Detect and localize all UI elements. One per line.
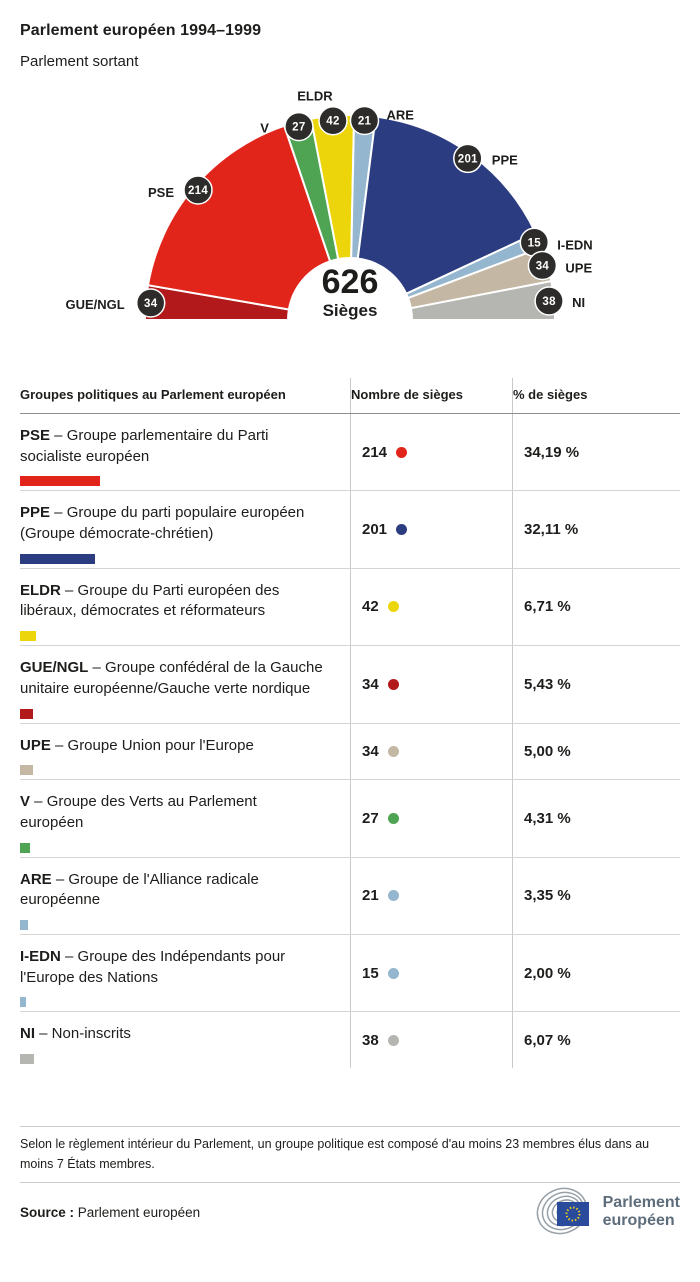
group-seat-bar [20, 997, 26, 1007]
group-cell [20, 414, 350, 490]
group-name: I-EDN – Groupe des Indépendants pour l'Europe des Nations [20, 947, 286, 986]
seat-badge-value-I-EDN: 15 [527, 237, 541, 250]
percent-cell [512, 491, 680, 567]
group-acronym: PSE [20, 427, 51, 444]
group-color-dot [396, 447, 407, 458]
seat-count: 34 [362, 742, 379, 760]
group-color-dot [388, 601, 399, 612]
group-acronym: GUE/NGL [20, 659, 89, 677]
group-name: ARE – Groupe de l'Alliance radicale européenne [20, 870, 259, 909]
group-seat-bar [20, 765, 33, 775]
source-line [20, 1205, 200, 1220]
percent-cell [512, 724, 680, 780]
source-value: Parlement européen [77, 1204, 201, 1220]
group-acronym: ELDR [20, 581, 61, 599]
percent-cell [512, 858, 680, 934]
table-row-GUE/NGL [20, 646, 680, 723]
percent-cell [512, 1012, 680, 1068]
group-name: V – Groupe des Verts au Parlement européen [20, 793, 257, 831]
seat-badge-value-UPE: 34 [535, 260, 550, 273]
page-title: Parlement européen 1994–1999 [20, 22, 262, 39]
group-cell [20, 858, 350, 934]
table-header-row [20, 378, 680, 414]
group-seat-bar [20, 709, 33, 719]
table-row-NI [20, 1012, 680, 1068]
seat-count: 201 [362, 521, 388, 539]
seat-badge-value-PSE: 214 [187, 184, 209, 197]
seat-badge-value-ARE: 21 [357, 115, 372, 128]
groups-table [20, 378, 680, 1068]
wedge-label-NI: NI [572, 294, 586, 310]
group-acronym: ARE [20, 870, 52, 888]
wedge-label-V: V [260, 120, 269, 136]
group-color-dot [388, 813, 399, 824]
wedge-label-GUE/NGL: GUE/NGL [65, 296, 125, 312]
seat-count: 21 [362, 887, 379, 905]
col-header-groups: Groupes politiques au Parlement européen [20, 387, 286, 402]
percent-value: 2,00 % [524, 964, 571, 982]
group-color-dot [388, 746, 399, 757]
seat-count: 34 [362, 675, 379, 693]
table-row-PPE [20, 491, 680, 568]
ep-logo [536, 1185, 680, 1239]
table-row-ARE [20, 858, 680, 935]
group-cell [20, 935, 350, 1011]
group-seat-bar [20, 476, 100, 486]
group-acronym: I-EDN [20, 947, 61, 965]
wedge-label-UPE: UPE [565, 260, 593, 276]
table-body [20, 414, 680, 1068]
percent-value: 3,35 % [524, 887, 571, 905]
ep-logo-text [603, 1194, 680, 1231]
percent-value: 4,31 % [524, 809, 571, 827]
group-seat-bar [20, 920, 28, 930]
table-row-I-EDN [20, 935, 680, 1012]
seats-cell [350, 780, 512, 856]
ep-logo-line2: européen [602, 1212, 675, 1229]
group-seat-bar [20, 1054, 34, 1064]
ep-logo-hemicycle-icon [536, 1185, 594, 1239]
seats-cell [350, 1012, 512, 1068]
group-cell [20, 1012, 350, 1068]
footnote: Selon le règlement intérieur du Parlement, un groupe politique est composé d'au moins 23 membres élus dans au moins 7 États membres. [20, 1137, 650, 1171]
table-row-PSE [20, 414, 680, 491]
seat-badge-value-NI: 38 [542, 295, 556, 308]
seat-count: 27 [362, 809, 379, 827]
group-cell [20, 724, 350, 780]
seat-count: 15 [362, 964, 379, 982]
wedge-label-I-EDN: I-EDN [557, 237, 593, 253]
wedge-label-ARE: ARE [386, 107, 414, 123]
chart-total-label: Sièges [322, 301, 378, 320]
percent-value: 32,11 % [524, 521, 579, 539]
footer-bottom [20, 1185, 680, 1239]
group-color-dot [388, 679, 399, 690]
wedge-label-PSE: PSE [148, 184, 175, 200]
seats-cell [350, 414, 512, 490]
wedge-label-PPE: PPE [491, 152, 518, 168]
group-color-dot [388, 890, 399, 901]
source-label: Source : [20, 1204, 75, 1220]
percent-cell [512, 935, 680, 1011]
percent-value: 5,00 % [524, 742, 571, 760]
group-cell [20, 491, 350, 567]
eu-flag [557, 1202, 589, 1226]
table-row-V [20, 780, 680, 857]
group-seat-bar [20, 843, 30, 853]
group-color-dot [388, 968, 399, 979]
percent-value: 6,71 % [524, 598, 571, 616]
percent-cell [512, 646, 680, 722]
group-acronym: UPE [20, 736, 51, 754]
page-subtitle: Parlement sortant [20, 53, 139, 70]
group-color-dot [396, 524, 407, 535]
seat-badge-value-GUE/NGL: 34 [144, 297, 158, 310]
group-name: GUE/NGL – Groupe confédéral de la Gauche unitaire européenne/Gauche verte nordique [20, 659, 323, 697]
seats-cell [350, 646, 512, 722]
seat-badge-value-V: 27 [292, 121, 306, 134]
col-header-percent: % de sièges [512, 378, 680, 413]
seats-cell [350, 724, 512, 780]
group-acronym: PPE [20, 504, 51, 522]
percent-cell [512, 780, 680, 856]
group-name: ELDR – Groupe du Parti européen des libéraux, démocrates et réformateurs [20, 581, 280, 620]
group-seat-bar [20, 631, 36, 641]
group-cell [20, 780, 350, 856]
seat-count: 42 [362, 598, 379, 616]
seat-count: 38 [362, 1031, 379, 1049]
seat-badge-value-PPE: 201 [457, 153, 478, 166]
chart-total: 626 [321, 263, 379, 301]
group-name: NI – Non-inscrits [20, 1025, 131, 1043]
group-name: UPE – Groupe Union pour l'Europe [20, 736, 254, 754]
group-seat-bar [20, 554, 95, 564]
col-header-seats: Nombre de sièges [350, 378, 512, 413]
group-name: PSE – Groupe parlementaire du Parti socialiste européen [20, 427, 269, 465]
seats-cell [350, 569, 512, 645]
seats-cell [350, 491, 512, 567]
seat-count: 214 [362, 443, 388, 461]
wedge-label-ELDR: ELDR [297, 88, 333, 104]
seats-cell [350, 858, 512, 934]
group-name: PPE – Groupe du parti populaire européen (Groupe démocrate-chrétien) [20, 504, 305, 543]
table-row-ELDR [20, 569, 680, 646]
percent-value: 6,07 % [524, 1031, 571, 1049]
hemicycle-chart [20, 88, 680, 338]
group-color-dot [388, 1035, 399, 1046]
seat-badge-value-ELDR: 42 [326, 115, 340, 128]
ep-logo-line1: Parlement [602, 1193, 680, 1211]
percent-value: 5,43 % [524, 675, 571, 693]
group-cell [20, 646, 350, 722]
percent-cell [512, 569, 680, 645]
percent-cell [512, 414, 680, 490]
footnote-divider-bottom [20, 1182, 680, 1183]
group-cell [20, 569, 350, 645]
table-row-UPE [20, 724, 680, 781]
group-acronym: V [20, 793, 31, 811]
seats-cell [350, 935, 512, 1011]
percent-value: 34,19 % [524, 443, 580, 461]
group-acronym: NI [20, 1025, 35, 1043]
